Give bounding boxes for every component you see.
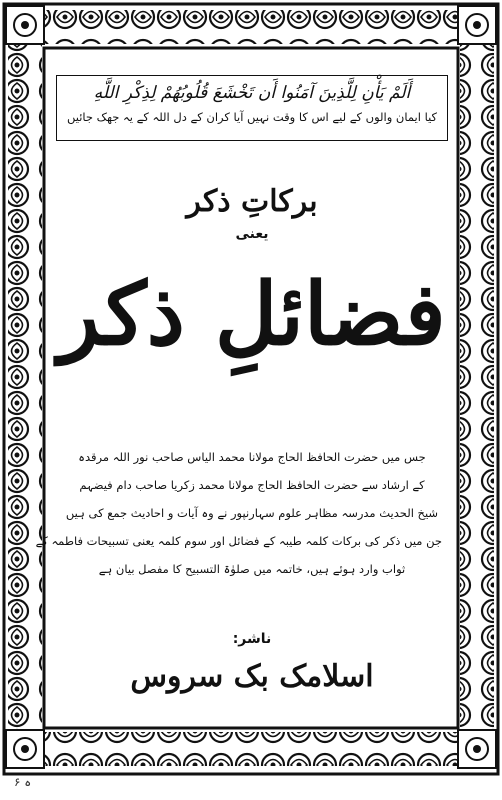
publisher-label: ناشر: bbox=[232, 631, 272, 647]
subtitle-barkat-e-zikr: برکاتِ ذکر bbox=[186, 184, 318, 219]
description-line: ثواب وارد ہوئے ہیں، خاتمہ میں صلوٰۃ التسبیح کا مفصل بیان ہے bbox=[98, 562, 406, 576]
cover-content bbox=[35, 55, 454, 740]
publisher-name: اسلامک بک سروس bbox=[130, 659, 374, 694]
urdu-translation: کیا ایمان والوں کے لیے اس کا وقت نہیں آیا کران کے دل اللہ کے یہ جھک جائیں bbox=[66, 110, 438, 124]
margin-scribble: ہ ۶ bbox=[14, 775, 32, 789]
quran-verse-box bbox=[56, 75, 448, 141]
description-line: جس میں حضرت الحافظ الحاج مولانا محمد الیاس صاحب نور اللہ مرقدہ bbox=[78, 450, 426, 464]
book-title: فضائلِ ذکر bbox=[58, 264, 446, 365]
description-line: جن میں ذکر کی برکات کلمہ طیبہ کے فضائل اور سوم کلمہ یعنی تسبیحات فاطمہ کے bbox=[35, 534, 442, 548]
subtitle-yani: یعنی bbox=[235, 226, 269, 242]
arabic-verse: أَلَمْ يَأْنِ لِلَّذِينَ آمَنُوا أَن تَخْشَعَ قُلُوبُهُمْ لِذِكْرِ اللَّهِ bbox=[93, 83, 411, 103]
description-line: کے ارشاد سے حضرت الحافظ الحاج مولانا محمد زکریا صاحب دام فیضہم bbox=[79, 478, 425, 492]
description-block bbox=[35, 443, 442, 583]
description-line: شیخ الحدیث مدرسہ مظاہر علوم سہارنپور نے وہ آیات و احادیث جمع کی ہیں bbox=[65, 506, 439, 520]
